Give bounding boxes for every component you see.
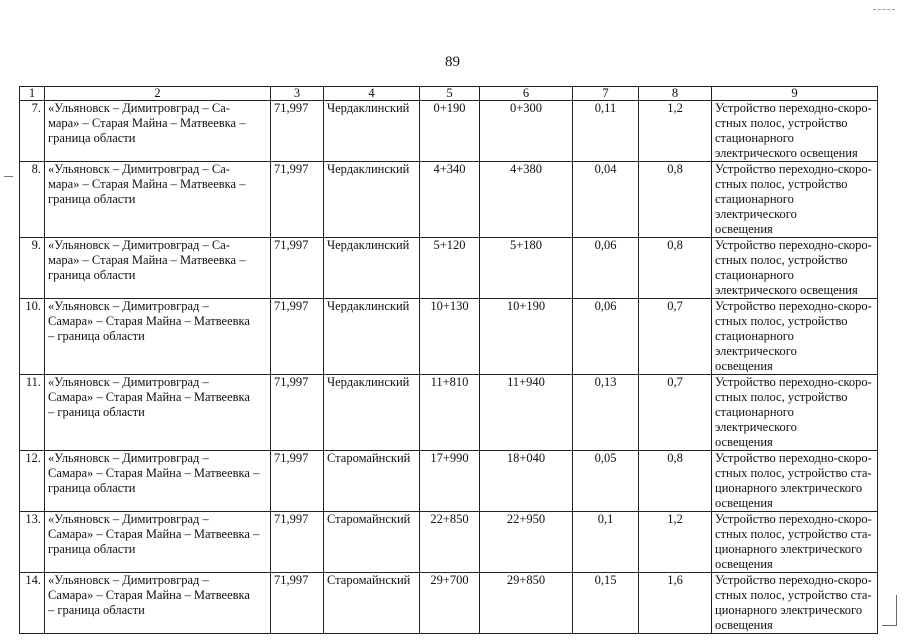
section-end-cell: 11+940 (480, 375, 573, 451)
cell-line: Устройство переходно-скоро- (715, 375, 872, 389)
cell-line: ционарного электрического (715, 542, 863, 556)
section-end-cell: 5+180 (480, 238, 573, 299)
cell-line: стационарного электрического (715, 329, 797, 358)
section-length-cell: 0,04 (573, 162, 639, 238)
section-end-cell: 10+190 (480, 299, 573, 375)
row-number-cell: 9. (20, 238, 45, 299)
cell-line: Самара» – Старая Майна – Матвеевка (48, 588, 250, 602)
cell-line: стных полос, устройство (715, 390, 848, 404)
cell-line: стационарного электрического (715, 192, 797, 221)
header-cell: 9 (712, 87, 878, 101)
work-description-cell (712, 101, 878, 162)
cell-line: «Ульяновск – Димитровград – (48, 451, 209, 465)
cell-line: граница области (48, 192, 136, 206)
scan-bracket-mark (882, 595, 897, 626)
road-name-cell (45, 451, 271, 512)
table-row (20, 101, 878, 162)
section-start-cell: 4+340 (420, 162, 480, 238)
section-start-cell: 0+190 (420, 101, 480, 162)
table-row (20, 375, 878, 451)
scan-margin-mark (4, 176, 13, 177)
header-cell: 7 (573, 87, 639, 101)
column-8-cell: 1,2 (639, 101, 712, 162)
section-start-cell: 22+850 (420, 512, 480, 573)
cell-line: освещения (715, 222, 773, 236)
cell-line: освещения (715, 557, 773, 571)
header-row (20, 87, 878, 101)
section-length-cell: 0,15 (573, 573, 639, 634)
header-cell: 1 (20, 87, 45, 101)
cell-line: стационарного (715, 268, 794, 282)
road-length-cell: 71,997 (271, 299, 324, 375)
section-start-cell: 5+120 (420, 238, 480, 299)
section-length-cell: 0,13 (573, 375, 639, 451)
column-8-cell: 0,7 (639, 299, 712, 375)
column-8-cell: 0,7 (639, 375, 712, 451)
section-length-cell: 0,11 (573, 101, 639, 162)
cell-line: стных полос, устройство ста- (715, 527, 872, 541)
cell-line: мара» – Старая Майна – Матвеевка – (48, 253, 246, 267)
cell-line: «Ульяновск – Димитровград – (48, 573, 209, 587)
section-end-cell: 0+300 (480, 101, 573, 162)
row-number-cell: 10. (20, 299, 45, 375)
cell-line: Самара» – Старая Майна – Матвеевка – (48, 466, 260, 480)
cell-line: Самара» – Старая Майна – Матвеевка (48, 390, 250, 404)
cell-line: освещения (715, 618, 773, 632)
column-8-cell: 0,8 (639, 451, 712, 512)
cell-line: ционарного электрического (715, 603, 863, 617)
section-end-cell: 29+850 (480, 573, 573, 634)
road-name-cell (45, 162, 271, 238)
section-length-cell: 0,1 (573, 512, 639, 573)
table-row (20, 238, 878, 299)
cell-line: мара» – Старая Майна – Матвеевка – (48, 116, 246, 130)
table-body (20, 87, 878, 634)
cell-line: стных полос, устройство ста- (715, 588, 872, 602)
road-length-cell: 71,997 (271, 238, 324, 299)
column-8-cell: 0,8 (639, 162, 712, 238)
district-cell: Старомайнский (324, 573, 420, 634)
cell-line: – граница области (48, 405, 145, 419)
cell-line: освещения (715, 496, 773, 510)
page-number: 89 (445, 54, 460, 70)
cell-line: «Ульяновск – Димитровград – (48, 375, 209, 389)
header-cell: 8 (639, 87, 712, 101)
section-start-cell: 17+990 (420, 451, 480, 512)
road-length-cell: 71,997 (271, 451, 324, 512)
district-cell: Чердаклинский (324, 375, 420, 451)
cell-line: освещения (715, 359, 773, 373)
column-8-cell: 1,6 (639, 573, 712, 634)
cell-line: «Ульяновск – Димитровград – (48, 299, 209, 313)
section-end-cell: 4+380 (480, 162, 573, 238)
section-start-cell: 10+130 (420, 299, 480, 375)
road-works-table (19, 86, 878, 634)
table-row (20, 451, 878, 512)
cell-line: «Ульяновск – Димитровград – Са- (48, 238, 230, 252)
cell-line: стных полос, устройство (715, 177, 848, 191)
section-length-cell: 0,06 (573, 299, 639, 375)
cell-line: стных полос, устройство (715, 253, 848, 267)
cell-line: Устройство переходно-скоро- (715, 451, 872, 465)
work-description-cell (712, 162, 878, 238)
row-number-cell: 7. (20, 101, 45, 162)
header-cell: 4 (324, 87, 420, 101)
header-cell: 6 (480, 87, 573, 101)
cell-line: граница области (48, 542, 136, 556)
work-description-cell (712, 573, 878, 634)
cell-line: – граница области (48, 329, 145, 343)
table-row (20, 162, 878, 238)
section-length-cell: 0,05 (573, 451, 639, 512)
row-number-cell: 8. (20, 162, 45, 238)
row-number-cell: 14. (20, 573, 45, 634)
work-description-cell (712, 299, 878, 375)
cell-line: Устройство переходно-скоро- (715, 101, 872, 115)
cell-line: – граница области (48, 603, 145, 617)
road-length-cell: 71,997 (271, 375, 324, 451)
section-start-cell: 29+700 (420, 573, 480, 634)
road-name-cell (45, 299, 271, 375)
road-name-cell (45, 238, 271, 299)
section-end-cell: 22+950 (480, 512, 573, 573)
road-name-cell (45, 101, 271, 162)
work-description-cell (712, 375, 878, 451)
cell-line: стационарного электрического (715, 405, 797, 434)
cell-line: Самара» – Старая Майна – Матвеевка (48, 314, 250, 328)
work-description-cell (712, 451, 878, 512)
district-cell: Чердаклинский (324, 299, 420, 375)
header-cell: 2 (45, 87, 271, 101)
table-row (20, 299, 878, 375)
cell-line: Устройство переходно-скоро- (715, 162, 872, 176)
cell-line: граница области (48, 268, 136, 282)
cell-line: Самара» – Старая Майна – Матвеевка – (48, 527, 260, 541)
cell-line: граница области (48, 481, 136, 495)
cell-line: стационарного (715, 131, 794, 145)
work-description-cell (712, 238, 878, 299)
section-length-cell: 0,06 (573, 238, 639, 299)
road-length-cell: 71,997 (271, 512, 324, 573)
cell-line: стных полос, устройство (715, 314, 848, 328)
cell-line: Устройство переходно-скоро- (715, 299, 872, 313)
table-row (20, 512, 878, 573)
cell-line: Устройство переходно-скоро- (715, 573, 872, 587)
district-cell: Старомайнский (324, 451, 420, 512)
column-8-cell: 1,2 (639, 512, 712, 573)
cell-line: мара» – Старая Майна – Матвеевка – (48, 177, 246, 191)
cell-line: Устройство переходно-скоро- (715, 512, 872, 526)
district-cell: Старомайнский (324, 512, 420, 573)
cell-line: «Ульяновск – Димитровград – (48, 512, 209, 526)
row-number-cell: 13. (20, 512, 45, 573)
cell-line: электрического освещения (715, 283, 858, 297)
road-name-cell (45, 573, 271, 634)
cell-line: «Ульяновск – Димитровград – Са- (48, 162, 230, 176)
cell-line: электрического освещения (715, 146, 858, 160)
cell-line: освещения (715, 435, 773, 449)
cell-line: ционарного электрического (715, 481, 863, 495)
row-number-cell: 11. (20, 375, 45, 451)
district-cell: Чердаклинский (324, 238, 420, 299)
row-number-cell: 12. (20, 451, 45, 512)
header-cell: 3 (271, 87, 324, 101)
road-name-cell (45, 512, 271, 573)
scan-corner-mark (873, 9, 895, 10)
district-cell: Чердаклинский (324, 162, 420, 238)
road-name-cell (45, 375, 271, 451)
cell-line: граница области (48, 131, 136, 145)
cell-line: «Ульяновск – Димитровград – Са- (48, 101, 230, 115)
header-cell: 5 (420, 87, 480, 101)
district-cell: Чердаклинский (324, 101, 420, 162)
section-start-cell: 11+810 (420, 375, 480, 451)
road-length-cell: 71,997 (271, 162, 324, 238)
cell-line: стных полос, устройство ста- (715, 466, 872, 480)
road-length-cell: 71,997 (271, 573, 324, 634)
column-8-cell: 0,8 (639, 238, 712, 299)
work-description-cell (712, 512, 878, 573)
table-row (20, 573, 878, 634)
road-length-cell: 71,997 (271, 101, 324, 162)
cell-line: стных полос, устройство (715, 116, 848, 130)
section-end-cell: 18+040 (480, 451, 573, 512)
cell-line: Устройство переходно-скоро- (715, 238, 872, 252)
